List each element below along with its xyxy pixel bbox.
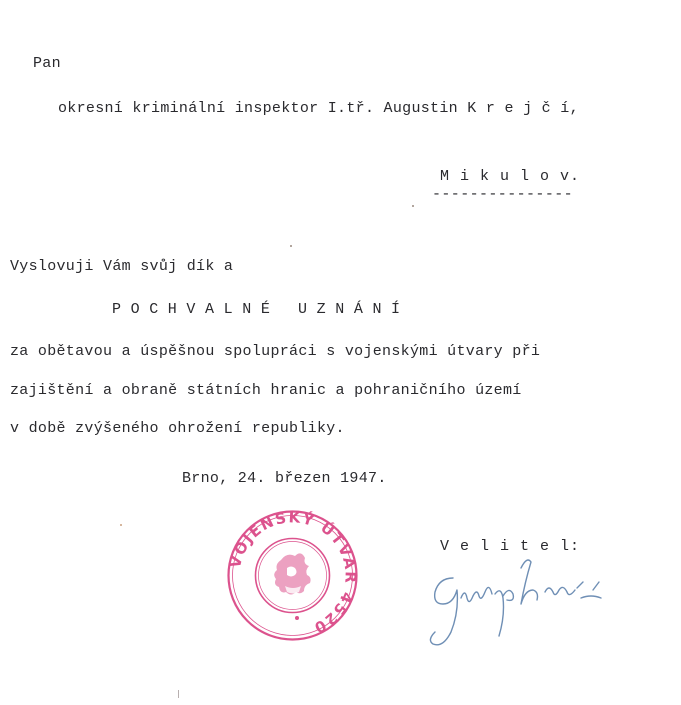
city-underline: --------------- xyxy=(432,186,574,203)
stamp-seal-graphic xyxy=(226,508,360,639)
stamp-seal-text: VOJENSKÝ ÚTVAR 4520 xyxy=(225,508,360,638)
document-heading: P O C H V A L N É U Z N Á N Í xyxy=(112,301,401,318)
paper-speck xyxy=(120,524,122,526)
intro-line: Vyslovuji Vám svůj dík a xyxy=(10,258,234,275)
body-line-3: v době zvýšeného ohrožení republiky. xyxy=(10,420,345,437)
paper-speck xyxy=(412,205,414,207)
paper-speck xyxy=(290,245,292,247)
city: M i k u l o v. xyxy=(440,168,581,185)
lion-emblem-icon xyxy=(274,553,310,594)
recipient-line: okresní kriminální inspektor I.tř. Augustin K r e j č í, xyxy=(58,100,579,117)
body-line-2: zajištění a obraně státních hranic a pohraničního území xyxy=(10,382,522,399)
paper-speck xyxy=(178,690,179,698)
body-line-1: za obětavou a úspěšnou spolupráci s vojenskými útvary při xyxy=(10,343,541,360)
salutation: Pan xyxy=(33,55,61,72)
handwritten-signature xyxy=(395,548,635,648)
date-line: Brno, 24. březen 1947. xyxy=(182,470,387,487)
stamp-seal xyxy=(225,508,360,643)
signer-title: V e l i t e l: xyxy=(440,538,581,555)
